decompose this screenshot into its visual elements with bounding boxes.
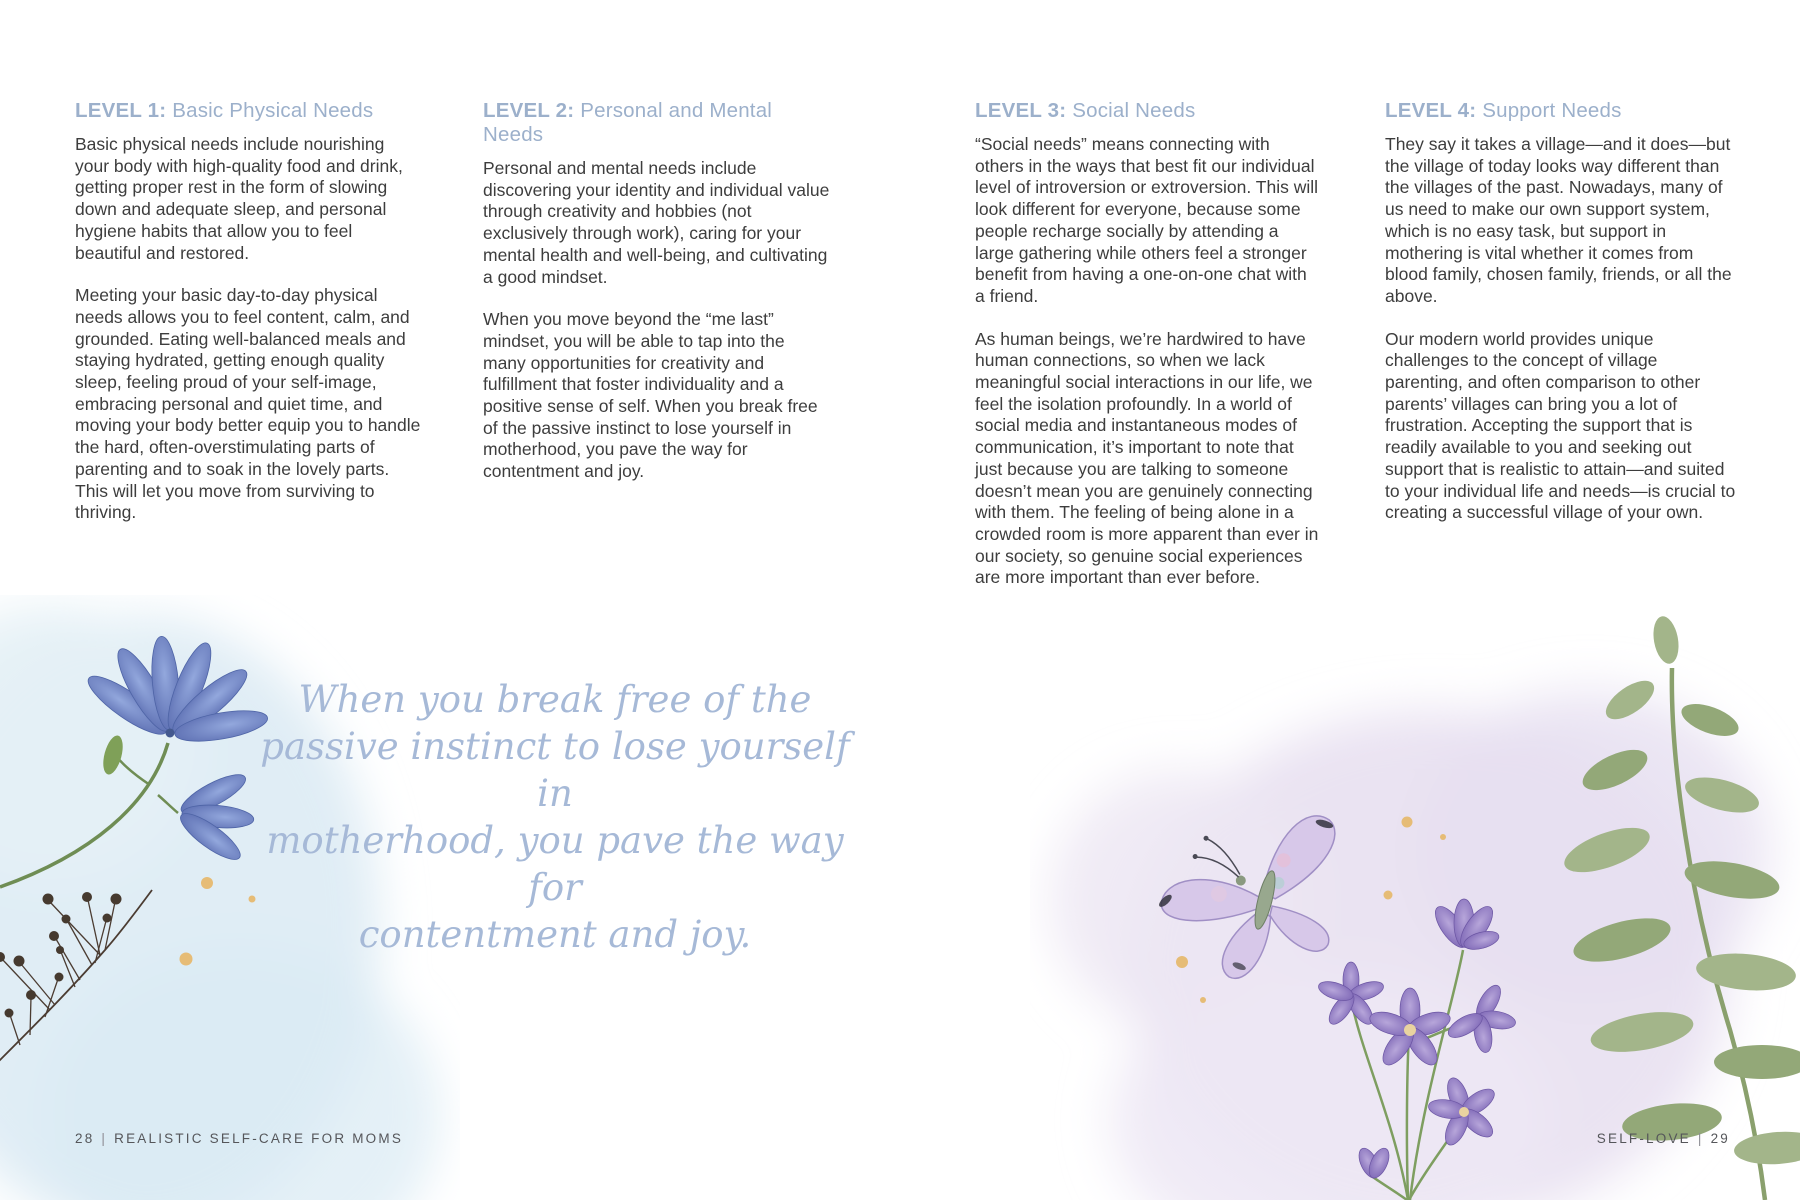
level-2-title: Personal and Mental Needs [483, 99, 773, 146]
level-3-paragraph-2: As human beings, we’re hardwired to have human connections, so when we lack meaningful social interactions in our life, we feel the isolation profoundly. In a world of social media and instantaneous modes of communication, it’s important to note that just because you are talking to someone doesn’t mean you are genuinely connecting with them. The feeling of being alone in a crowded room is more apparent than ever in our society, so genuine social experiences are more important than ever before. [975, 328, 1319, 588]
level-4-label: LEVEL 4: [1385, 99, 1477, 122]
level-3-paragraph-1: “Social needs” means connecting with others in the ways that best fit our individual level of introversion or extroversion. This will look different for everyone, because some people recharge socially by attending a large gathering while others feel a stronger benefit from having a one-on-one chat with a friend. [975, 134, 1319, 306]
level-3-label: LEVEL 3: [975, 99, 1067, 122]
page-number-left: 28 [75, 1131, 95, 1146]
page-number-right: 29 [1710, 1131, 1730, 1146]
pull-quote-line-1: When you break free of the [298, 678, 812, 721]
chapter-title: SELF-LOVE [1596, 1131, 1691, 1146]
level-1-paragraph-1: Basic physical needs include nourishing your body with high-quality food and drink, getting proper rest in the form of slowing down and adequate sleep, and personal hygiene habits that allow you to feel beautiful and restored. [75, 134, 403, 263]
column-level-1 [75, 99, 423, 545]
footer-separator: | [1697, 1131, 1704, 1146]
level-2-heading [483, 99, 831, 147]
level-2-label: LEVEL 2: [483, 99, 575, 122]
pull-quote [255, 676, 855, 958]
column-level-4 [1385, 99, 1737, 545]
column-level-3 [975, 99, 1321, 610]
pull-quote-line-4: contentment and joy. [358, 913, 752, 956]
pull-quote-line-2: passive instinct to lose yourself in [260, 725, 850, 815]
level-4-paragraph-2: Our modern world provides unique challenges to the concept of village parenting, and often comparison to other parents’ villages can bring you a lot of frustration. Accepting the support that is readily available to you and seeking out support that is realistic to attain—and suited to your individual life and needs—is crucial to creating a successful village of your own. [1385, 328, 1736, 523]
right-watercolor-illustration [1030, 600, 1800, 1200]
level-4-title: Support Needs [1482, 99, 1622, 122]
column-level-2 [483, 99, 831, 504]
level-3-heading [975, 99, 1321, 123]
level-1-paragraph-2: Meeting your basic day-to-day physical needs allows you to feel content, calm, and grounded. Eating well-balanced meals and staying hydrated, getting enough quality sleep, feeling proud of your self-image, embracing personal and quiet time, and moving your body better equip you to handle the hard, often-overstimulating parts of parenting and to soak in the lovely parts. This will let you move from surviving to thriving. [75, 285, 421, 523]
level-4-paragraph-1: They say it takes a village—and it does—but the village of today looks way different than the villages of the past. Nowadays, many of us need to make our own support system, which is no easy task, but support in mothering is vital whether it comes from blood family, chosen family, friends, or all the above. [1385, 134, 1732, 306]
footer-left [75, 1131, 403, 1146]
level-2-paragraph-1: Personal and mental needs include discovering your identity and individual value through creativity and hobbies (not exclusively through work), caring for your mental health and well-being, and cultivating a good mindset. [483, 158, 830, 287]
level-4-heading [1385, 99, 1737, 123]
book-title: REALISTIC SELF-CARE FOR MOMS [114, 1131, 404, 1146]
level-1-label: LEVEL 1: [75, 99, 167, 122]
level-1-title: Basic Physical Needs [172, 99, 374, 122]
level-3-title: Social Needs [1072, 99, 1196, 122]
footer-separator: | [101, 1131, 108, 1146]
level-1-heading [75, 99, 423, 123]
footer-right [1597, 1131, 1730, 1146]
level-2-paragraph-2: When you move beyond the “me last” mindset, you will be able to tap into the many opportunities for creativity and fulfillment that foster individuality and a positive sense of self. When you break free of the passive instinct to lose yourself in motherhood, you pave the way for contentment and joy. [483, 309, 818, 482]
pull-quote-line-3: motherhood, you pave the way for [266, 819, 844, 909]
